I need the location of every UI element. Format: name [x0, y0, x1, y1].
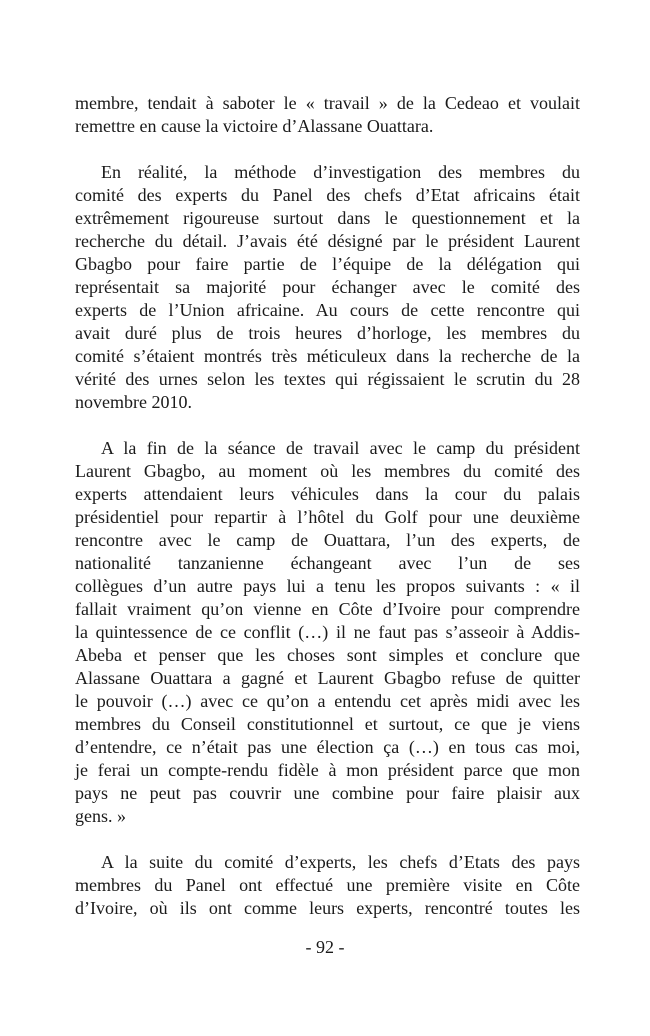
paragraph [75, 437, 580, 828]
text-line: nationalité tanzanienne échangeant avec l’un de ses [75, 553, 580, 573]
text-line: membres du Panel ont effectué une première visite en Côte [75, 875, 580, 895]
text-line: recherche du détail. J’avais été désigné par le président Laurent [75, 231, 580, 251]
text-line: novembre 2010. [75, 392, 192, 412]
text-line: Abeba et penser que les choses sont simples et conclure que [75, 645, 580, 665]
text-line: vérité des urnes selon les textes qui régissaient le scrutin du 28 [75, 369, 580, 389]
text-line: avait duré plus de trois heures d’horloge, les membres du [75, 323, 580, 343]
text-line: Laurent Gbagbo, au moment où les membres du comité des [75, 461, 580, 481]
text-line: membre, tendait à saboter le « travail » de la Cedeao et voulait [75, 93, 580, 113]
text-line: représentait sa majorité pour échanger avec le comité des [75, 277, 580, 297]
text-line: Gbagbo pour faire partie de l’équipe de la délégation qui [75, 254, 580, 274]
text-line: d’Ivoire, où ils ont comme leurs experts, rencontré toutes les [75, 898, 580, 918]
text-line: la quintessence de ce conflit (…) il ne faut pas s’asseoir à Addis- [75, 622, 580, 642]
text-line: comité s’étaient montrés très méticuleux dans la recherche de la [75, 346, 580, 366]
text-line: A la fin de la séance de travail avec le camp du président [101, 438, 580, 458]
text-line: extrêmement rigoureuse surtout dans le questionnement et la [75, 208, 580, 228]
text-line: remettre en cause la victoire d’Alassane Ouattara. [75, 116, 434, 136]
text-line: fallait vraiment qu’on vienne en Côte d’Ivoire pour comprendre [75, 599, 580, 619]
text-line: d’entendre, ce n’était pas une élection ça (…) en tous cas moi, [75, 737, 580, 757]
text-line: pays ne peut pas couvrir une combine pour faire plaisir aux [75, 783, 580, 803]
text-line: rencontre avec le camp de Ouattara, l’un des experts, de [75, 530, 580, 550]
page-number: - 92 - [305, 937, 345, 957]
text-line: le pouvoir (…) avec ce qu’on a entendu cet après midi avec les [75, 691, 580, 711]
text-line: En réalité, la méthode d’investigation des membres du [101, 162, 580, 182]
text-line: je ferai un compte-rendu fidèle à mon président parce que mon [75, 760, 580, 780]
text-line: experts de l’Union africaine. Au cours de cette rencontre qui [75, 300, 580, 320]
text-line: présidentiel pour repartir à l’hôtel du Golf pour une deuxième [75, 507, 580, 527]
paragraph [75, 851, 580, 920]
text-line: Alassane Ouattara a gagné et Laurent Gbagbo refuse de quitter [75, 668, 580, 688]
text-line: comité des experts du Panel des chefs d’Etat africains était [75, 185, 580, 205]
text-line: A la suite du comité d’experts, les chefs d’Etats des pays [101, 852, 580, 872]
text-line: collègues d’un autre pays lui a tenu les propos suivants : « il [75, 576, 580, 596]
text-line: membres du Conseil constitutionnel et surtout, ce que je viens [75, 714, 580, 734]
paragraph [75, 161, 580, 414]
text-line: experts attendaient leurs véhicules dans la cour du palais [75, 484, 580, 504]
page-body [75, 92, 580, 943]
paragraph [75, 92, 580, 138]
text-line: gens. » [75, 806, 126, 826]
